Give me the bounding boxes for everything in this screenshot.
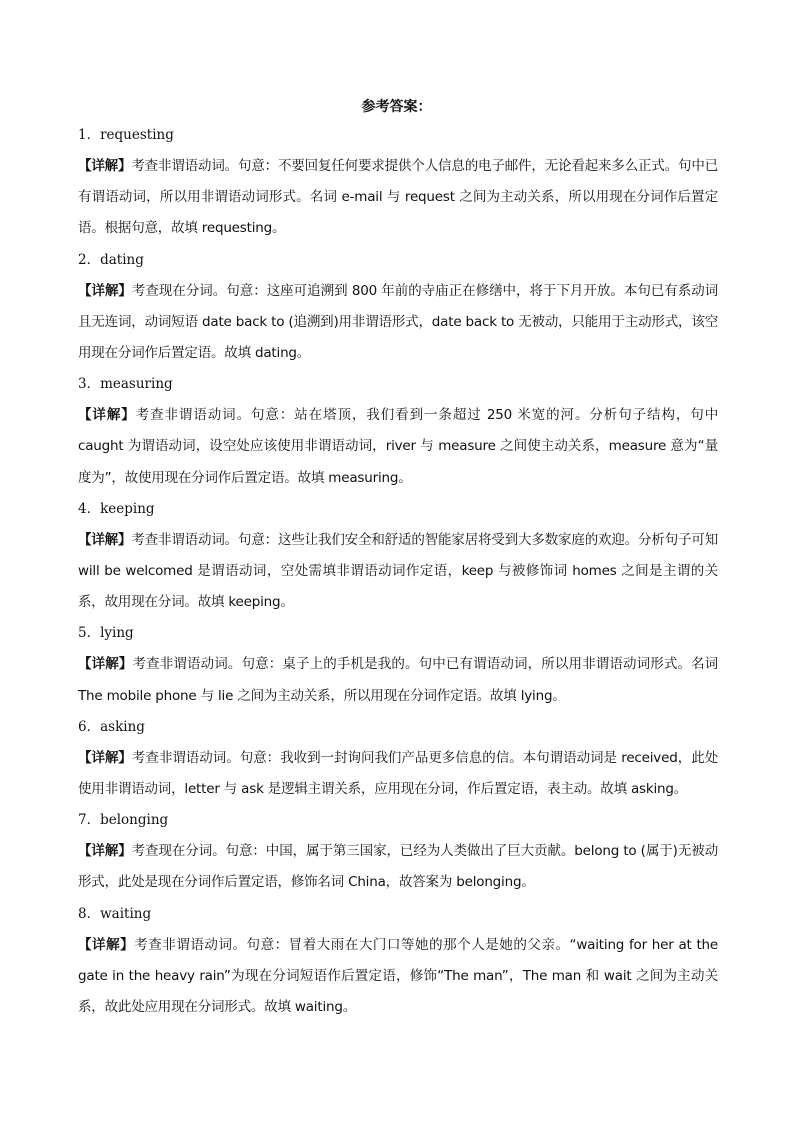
answer-number: 4． [78,500,101,517]
answer-number: 8． [78,905,101,922]
page-title: 参考答案： [361,99,432,115]
answer-word: waiting [100,905,152,922]
explanation-text: 考查现在分词。句意：中国，属于第三国家，已经为人类做出了巨大贡献。belong to (属于)无被动形式，此处是现在分词作后置定语，修饰名词 China，故答案为 belonging。 [78,843,718,891]
answer-number: 3． [78,376,101,393]
answer-word: dating [100,251,144,268]
answer-line [78,494,718,525]
detail-tag: 【详解】 [78,282,132,299]
detail-tag: 【详解】 [78,531,132,548]
answer-line [78,899,718,930]
explanation-text: 考查非谓语动词。句意：这些让我们安全和舒适的智能家居将受到大多数家庭的欢迎。分析句子可知 will be welcomed 是谓语动词，空处需填非谓语动词作定语，keep 与被修饰词 homes 之间是主谓的关系，故用现在分词。故填 keeping。 [78,531,719,611]
explanation [78,400,718,494]
answer-number: 2． [78,251,101,268]
answer-list [78,120,718,1023]
answer-line [78,369,718,400]
answer-number: 6． [78,718,101,735]
detail-tag: 【详解】 [78,936,135,953]
answer-line [78,120,718,151]
explanation-text: 考查非谓语动词。句意：我收到一封询问我们产品更多信息的信。本句谓语动词是 received，此处使用非谓语动词，letter 与 ask 是逻辑主谓关系，应用现在分词，作后置定语，表主动。故填 asking。 [78,749,719,798]
explanation [78,525,718,619]
answer-item [78,245,718,370]
answer-item [78,369,718,494]
answer-number: 1． [78,127,101,143]
answer-word: lying [100,625,134,642]
explanation-text: 考查非谓语动词。句意：冒着大雨在大门口等她的那个人是她的父亲。“waiting for her at the gate in the heavy rain”为现在分词短语作后置定语，修饰“The man”，The man 和 wait 之间为主动关系，故此处应用现在分词形式。故填 waiting。 [78,936,719,1016]
explanation [78,743,718,805]
answer-word: belonging [100,812,169,829]
answer-line [78,805,718,836]
answer-word: keeping [100,500,155,517]
explanation-text: 考查非谓语动词。句意：桌子上的手机是我的。句中已有谓语动词，所以用非谓语动词形式。名词 The mobile phone 与 lie 之间为主动关系，所以用现在分词作定语。故填 lying。 [78,656,718,704]
detail-tag: 【详解】 [78,656,133,673]
explanation [78,649,718,711]
answer-number: 5． [78,625,101,642]
answer-item [78,712,718,805]
detail-tag: 【详解】 [78,843,132,860]
answer-item [78,618,718,711]
explanation [78,151,718,245]
answer-item [78,120,718,245]
detail-tag: 【详解】 [78,407,136,424]
explanation [78,276,718,370]
explanation [78,930,718,1024]
explanation-text: 考查非谓语动词。句意：站在塔顶，我们看到一条超过 250 米宽的河。分析句子结构，句中 caught 为谓语动词，设空处应该使用非谓语动词，river 与 measure 之间使主动关系，measure 意为“量度为”，故使用现在分词作后置定语。故填 measuring。 [78,407,718,486]
answer-item [78,805,718,898]
answer-word: requesting [100,127,174,143]
explanation-text: 考查非谓语动词。句意：不要回复任何要求提供个人信息的电子邮件，无论看起来多么正式。句中已有谓语动词，所以用非谓语动词形式。名词 e-mail 与 request 之间为主动关系，所以用现在分词作后置定语。根据句意，故填 requesting。 [78,158,719,237]
detail-tag: 【详解】 [78,749,132,766]
answer-word: measuring [100,376,173,393]
detail-tag: 【详解】 [78,158,132,174]
explanation-text: 考查现在分词。句意：这座可追溯到 800 年前的寺庙正在修缮中，将于下月开放。本句已有系动词且无连词，动词短语 date back to (追溯到)用非谓语形式，date back to 无被动，只能用于主动形式，该空用现在分词作后置定语。故填 dating。 [78,282,719,362]
answer-line [78,712,718,743]
answer-number: 7． [78,812,101,829]
answer-word: asking [100,718,145,735]
answer-item [78,899,718,1024]
answer-item [78,494,718,619]
answer-line [78,245,718,276]
answer-line [78,618,718,649]
explanation [78,836,718,898]
